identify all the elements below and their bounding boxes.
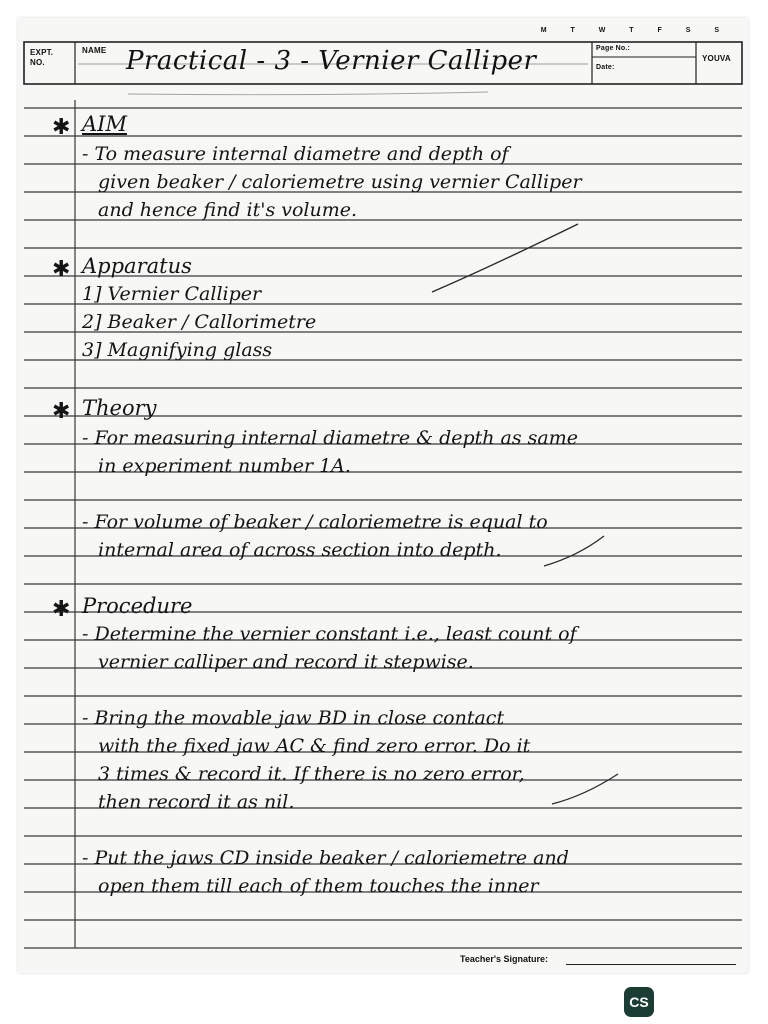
name-label: NAME — [82, 46, 107, 55]
aim-heading: AIM — [82, 112, 127, 136]
star-bullet-icon: ✱ — [52, 597, 71, 622]
teacher-signature-label: Teacher's Signature: — [460, 954, 549, 964]
theory-heading: Theory — [82, 396, 157, 420]
page-no-label: Page No.: — [596, 45, 631, 52]
date-label: Date: — [596, 64, 615, 71]
signature-line — [566, 964, 736, 965]
procedure-line: vernier calliper and record it stepwise. — [98, 651, 474, 673]
procedure-line: - Bring the movable jaw BD in close contact — [82, 707, 505, 729]
procedure-line: then record it as nil. — [98, 791, 295, 813]
expt-no-label: EXPT. NO. — [30, 48, 54, 67]
star-bullet-icon: ✱ — [52, 115, 71, 140]
brand-label: YOUVA — [702, 54, 731, 63]
apparatus-item: 1] Vernier Calliper — [82, 283, 262, 305]
camscanner-logo-icon: CS — [624, 987, 654, 1017]
apparatus-item: 3] Magnifying glass — [82, 339, 273, 361]
star-bullet-icon: ✱ — [52, 399, 71, 424]
procedure-line: - Put the jaws CD inside beaker / caloriemetre and — [82, 847, 569, 869]
aim-line-2: given beaker / caloriemetre using vernier Calliper — [98, 171, 582, 193]
procedure-line: with the fixed jaw AC & find zero error. Do it — [98, 735, 531, 757]
star-bullet-icon: ✱ — [52, 257, 71, 282]
theory-line: internal area of across section into depth. — [98, 539, 502, 561]
apparatus-item: 2] Beaker / Callorimetre — [82, 311, 317, 333]
procedure-line: open them till each of them touches the inner — [98, 875, 539, 897]
page-title: Practical - 3 - Vernier Calliper — [126, 46, 537, 76]
apparatus-heading: Apparatus — [82, 254, 192, 278]
aim-line-3: and hence find it's volume. — [98, 199, 358, 221]
theory-line: - For measuring internal diametre & depth as same — [82, 427, 579, 449]
procedure-heading: Procedure — [82, 594, 193, 618]
notebook-page — [18, 18, 748, 973]
aim-line-1: - To measure internal diametre and depth of — [82, 143, 509, 165]
theory-line: - For volume of beaker / caloriemetre is equal to — [82, 511, 548, 533]
weekday-strip: M T W T F S S — [540, 27, 730, 34]
theory-line: in experiment number 1A. — [98, 455, 351, 477]
procedure-line: - Determine the vernier constant i.e., least count of — [82, 623, 577, 645]
procedure-line: 3 times & record it. If there is no zero error, — [98, 763, 525, 785]
